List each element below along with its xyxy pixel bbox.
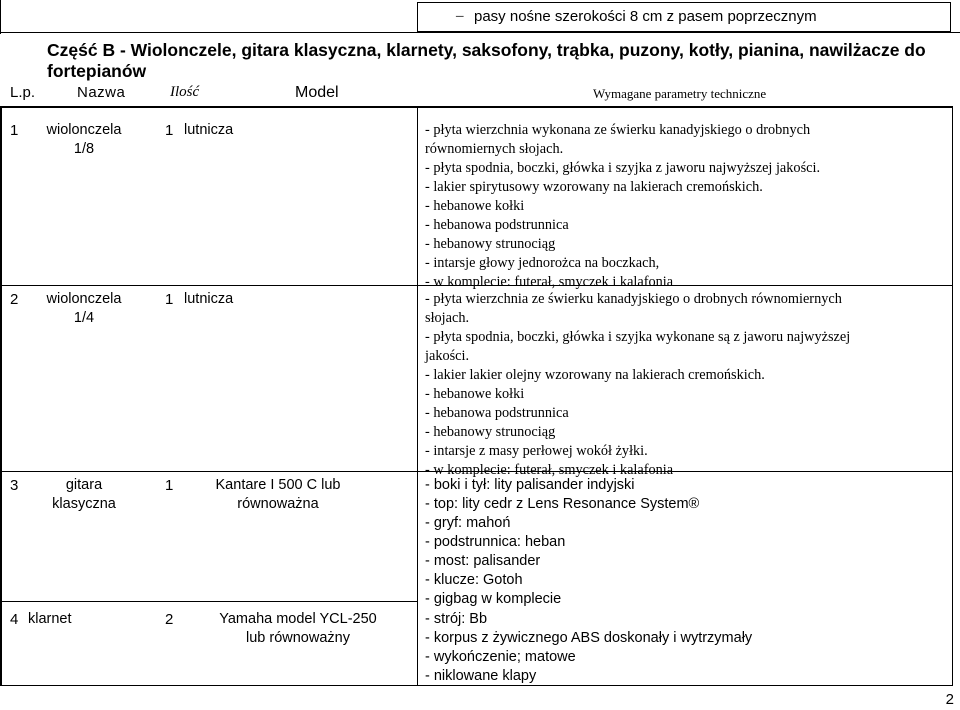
row-lp: 3 [10, 477, 19, 494]
row-name: wiolonczela 1/8 [46, 122, 122, 157]
row-desc: - strój: Bb - korpus z żywicznego ABS doskonały i wytrzymały - wykończenie; matowe - niklowane klapy [425, 611, 753, 684]
row-model: Kantare I 500 C lub równoważna [215, 477, 341, 512]
row-desc: - boki i tył: lity palisander indyjski - top: lity cedr z Lens Resonance System® - gryf: mahoń - podstrunnica: heban - most: palisander - klucze: Gotoh - gigbag w komplecie [425, 477, 700, 607]
row-divider [1, 107, 952, 108]
col-divider [417, 107, 418, 685]
row-desc: - płyta wierzchnia wykonana ze świerku kanadyjskiego o drobnych równomiernych słojach. - płyta spodnia, boczki, główka i szyjka z jaworu najwyższej jakości. - lakier spirytusowy wzorowany na lakierach cremońskich. - hebanowe kołki - hebanowa podstrunnica - hebanowy strunociąg - intarsje głowy jednorożca na boczkach, - w komplecie: futerał, smyczek i kalafonia [425, 122, 821, 290]
top-item-text: pasy nośne szerokości 8 cm z pasem poprzecznym [474, 8, 817, 25]
row-lp: 4 [10, 611, 19, 628]
row-name: wiolonczela 1/4 [46, 291, 122, 326]
page-number: 2 [945, 691, 954, 708]
row-lp: 1 [10, 122, 19, 139]
row-name: klarnet [28, 611, 72, 627]
col-divider [1, 107, 2, 685]
top-item-cell [417, 2, 951, 32]
row-lp: 2 [10, 291, 19, 308]
header-model: Model [295, 84, 339, 101]
row-model: Yamaha model YCL-250 lub równoważny [219, 611, 377, 646]
spec-table [0, 106, 953, 686]
row-qty: 1 [165, 122, 174, 139]
row-qty: 1 [165, 291, 174, 308]
row-qty: 2 [165, 611, 174, 628]
row-qty: 1 [165, 477, 174, 494]
header-nazwa: Nazwa [77, 84, 126, 101]
table-border-left-top [0, 0, 1, 34]
row-model: lutnicza [184, 291, 234, 307]
row-name: gitara klasyczna [52, 477, 116, 512]
row-desc: - płyta wierzchnia ze świerku kanadyjskiego o drobnych równomiernych słojach. - płyta spodnia, boczki, główka i szyjka wykonane są z jaworu najwyższej jakości. - lakier lakier olejny wzorowany na lakierach cremońskich. - hebanowe kołki - hebanowa podstrunnica - hebanowy strunociąg - intarsje z masy perłowej wokół żyłki. - w komplecie: futerał, smyczek i kalafonia [425, 291, 851, 478]
row-divider [1, 601, 417, 602]
section-title: Część B - Wiolonczele, gitara klasyczna, klarnety, saksofony, trąbka, puzony, kotły, pianina, nawilżacze do fortepianów [47, 40, 926, 81]
header-ilosc: Ilość [170, 84, 200, 100]
header-lp: L.p. [10, 84, 36, 101]
row-model: lutnicza [184, 122, 234, 138]
top-item-dash: – [456, 8, 464, 24]
top-divider [0, 32, 960, 33]
header-params: Wymagane parametry techniczne [593, 86, 767, 101]
